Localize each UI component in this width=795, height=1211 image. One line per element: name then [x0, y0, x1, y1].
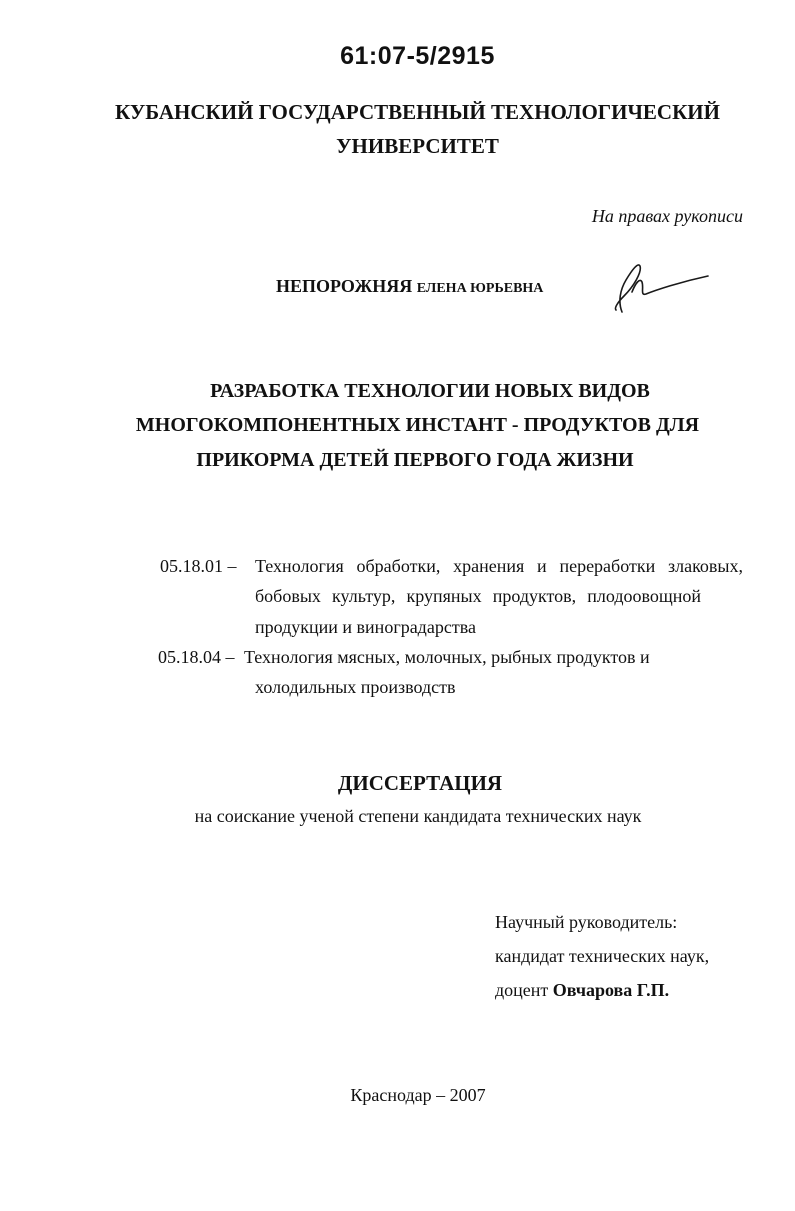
document-type-heading: ДИССЕРТАЦИЯ — [337, 771, 503, 795]
archive-code: 61:07-5/2915 — [340, 42, 495, 70]
specialty-1-line-3: продукции и виноградарства — [255, 617, 476, 637]
author-name — [276, 276, 543, 297]
supervisor-name: Овчарова Г.П. — [552, 980, 670, 1000]
supervisor-rank-name — [495, 980, 669, 1001]
signature-stroke — [615, 265, 708, 312]
author-given-names: ЕЛЕНА ЮРЬЕВНА — [416, 281, 544, 296]
specialty-2-line-1: Технология мясных, молочных, рыбных продуктов и — [244, 647, 650, 667]
specialty-1-code: 05.18.01 – — [160, 556, 237, 576]
title-line-2: МНОГОКОМПОНЕНТНЫХ ИНСТАНТ - ПРОДУКТОВ ДЛЯ — [135, 414, 700, 436]
university-name-line-2: УНИВЕРСИТЕТ — [336, 134, 499, 158]
specialty-1-line-1: Технология обработки, хранения и переработки злаковых, — [255, 556, 743, 576]
signature-icon — [600, 252, 720, 322]
specialty-1-line-2: бобовых культур, крупяных продуктов, плодоовощной — [255, 586, 701, 606]
title-line-1: РАЗРАБОТКА ТЕХНОЛОГИИ НОВЫХ ВИДОВ — [210, 380, 650, 402]
university-name-line-1: КУБАНСКИЙ ГОСУДАРСТВЕННЫЙ ТЕХНОЛОГИЧЕСКИЙ — [115, 100, 720, 124]
degree-statement: на соискание ученой степени кандидата технических наук — [194, 806, 642, 826]
manuscript-rights-note: На правах рукописи — [591, 206, 743, 226]
title-line-3: ПРИКОРМА ДЕТЕЙ ПЕРВОГО ГОДА ЖИЗНИ — [196, 449, 634, 471]
supervisor-heading: Научный руководитель: — [495, 912, 678, 932]
specialty-2-code: 05.18.04 – — [158, 647, 235, 667]
city-year: Краснодар – 2007 — [350, 1085, 486, 1105]
author-surname: НЕПОРОЖНЯЯ — [276, 276, 413, 296]
supervisor-degree: кандидат технических наук, — [495, 946, 710, 966]
specialty-2-line-2: холодильных производств — [255, 677, 456, 697]
supervisor-rank: доцент — [495, 980, 549, 1000]
